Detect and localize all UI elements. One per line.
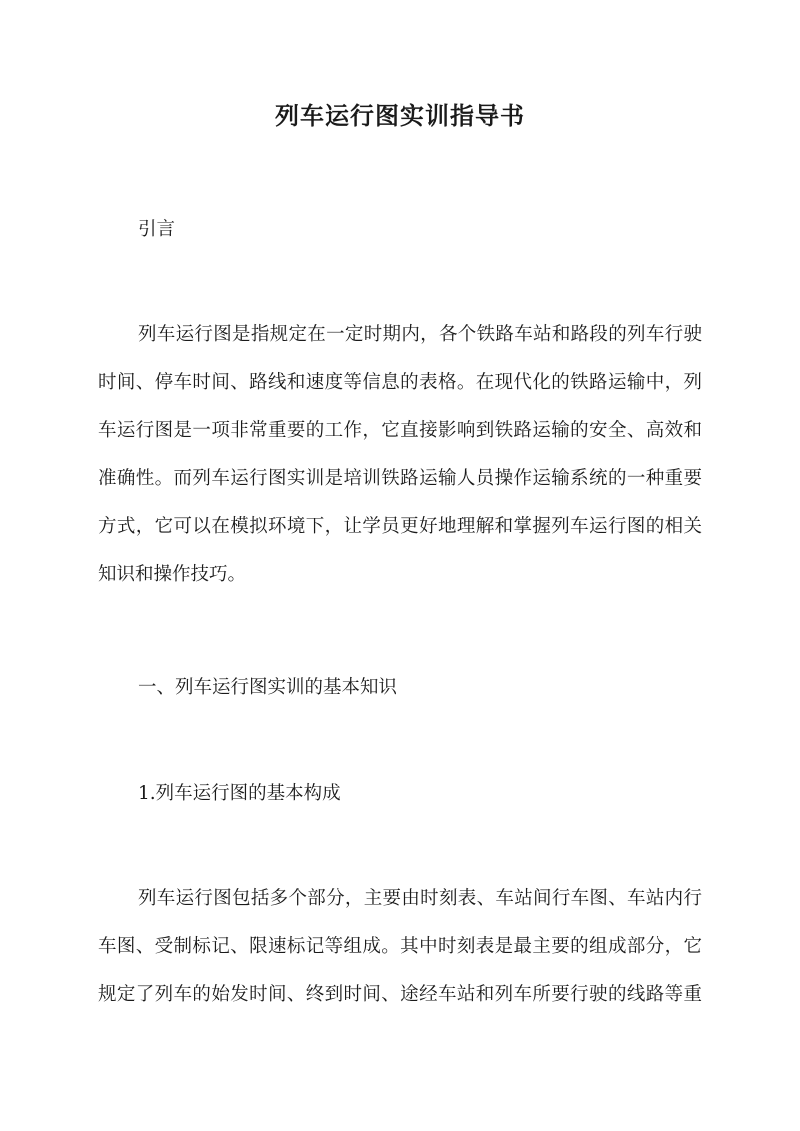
paragraph-line: 列车运行图是指规定在一定时期内，各个铁路车站和路段的列车行驶 — [138, 324, 702, 345]
document-title: 列车运行图实训指导书 — [275, 101, 525, 130]
paragraph-line: 知识和操作技巧。 — [98, 564, 247, 585]
subsection-paragraph — [98, 881, 702, 1013]
paragraph-line: 列车运行图包括多个部分，主要由时刻表、车站间行车图、车站内行 — [138, 888, 702, 909]
intro-heading: 引言 — [138, 219, 176, 240]
paragraph-line: 车运行图是一项非常重要的工作，它直接影响到铁路运输的安全、高效和 — [98, 420, 702, 441]
paragraph-line: 规定了列车的始发时间、终到时间、途经车站和列车所要行驶的线路等重 — [98, 984, 702, 1005]
section-heading: 一、列车运行图实训的基本知识 — [138, 677, 398, 698]
paragraph-line: 准确性。而列车运行图实训是培训铁路运输人员操作运输系统的一种重要 — [98, 468, 702, 489]
subsection-heading: 1.列车运行图的基本构成 — [138, 783, 341, 804]
paragraph-line: 方式，它可以在模拟环境下，让学员更好地理解和掌握列车运行图的相关 — [98, 516, 702, 537]
paragraph-line: 车图、受制标记、限速标记等组成。其中时刻表是最主要的组成部分，它 — [98, 936, 702, 957]
paragraph-line: 时间、停车时间、路线和速度等信息的表格。在现代化的铁路运输中，列 — [98, 372, 702, 393]
intro-paragraph — [98, 317, 702, 593]
